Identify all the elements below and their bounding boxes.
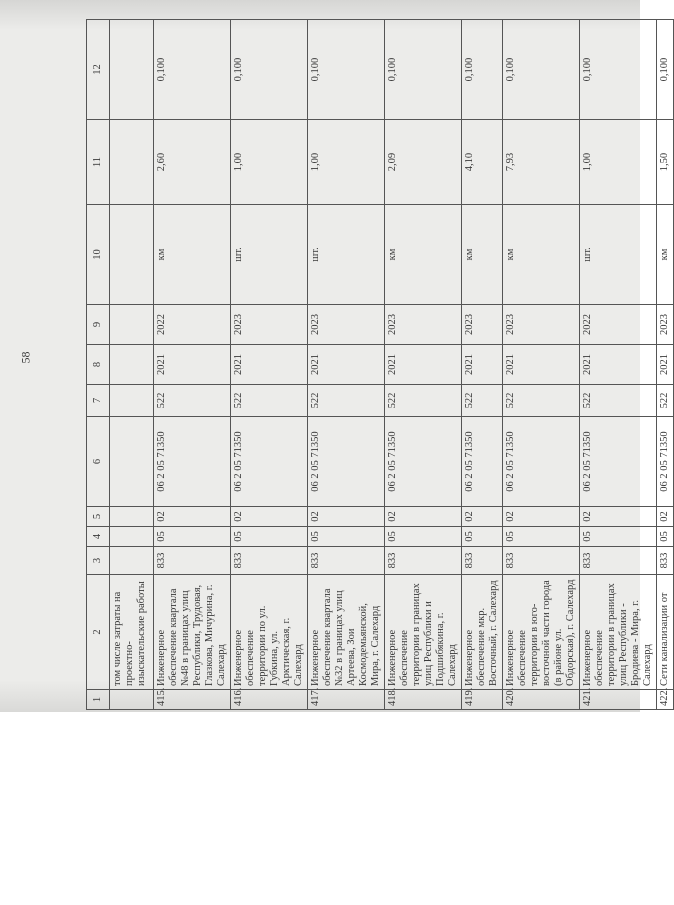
table-row — [231, 20, 308, 710]
cell-num — [110, 690, 154, 710]
cell-c11: 1,00 — [231, 120, 308, 205]
cell-c8: 2021 — [462, 345, 503, 385]
cell-c5: 02 — [503, 507, 580, 527]
cell-c12: 0,100 — [580, 20, 657, 120]
cell-c10: км — [657, 205, 674, 305]
table-row — [110, 20, 154, 710]
header-cell: 1 — [87, 690, 110, 710]
cell-c9: 2023 — [385, 305, 462, 345]
cell-c3: 833 — [462, 547, 503, 575]
header-row — [87, 20, 110, 710]
cell-name: Инженерное обеспечение квартала №48 в границах улиц Республики, Трудовая, Глазкова, Мичурина, г. Салехард — [154, 575, 231, 690]
cell-c10: шт. — [308, 205, 385, 305]
cell-c8: 2021 — [657, 345, 674, 385]
cell-c6: 06 2 05 71350 — [580, 417, 657, 507]
cell-c8: 2021 — [580, 345, 657, 385]
cell-c8: 2021 — [503, 345, 580, 385]
page-number: 58 — [18, 351, 33, 364]
cell-c6: 06 2 05 71350 — [657, 417, 674, 507]
cell-c7: 522 — [657, 385, 674, 417]
cell-c5: 02 — [580, 507, 657, 527]
cell-c12: 0,100 — [231, 20, 308, 120]
cell-c3: 833 — [231, 547, 308, 575]
cell-c3: 833 — [385, 547, 462, 575]
header-cell: 5 — [87, 507, 110, 527]
cell-c10: км — [462, 205, 503, 305]
header-cell: 9 — [87, 305, 110, 345]
cell-name: том числе затраты на проектно-изыскательские работы — [110, 575, 154, 690]
cell-c11: 2,09 — [385, 120, 462, 205]
cell-c9: 2023 — [503, 305, 580, 345]
cell-c8: 2021 — [231, 345, 308, 385]
cell-c6: 06 2 05 71350 — [503, 417, 580, 507]
cell-c12: 0,100 — [503, 20, 580, 120]
cell-c6: 06 2 05 71350 — [231, 417, 308, 507]
cell-name: Инженерное обеспечение территории в юго-восточной части города (в районе ул. Обдорская), г. Салехард — [503, 575, 580, 690]
cell-c12: 0,100 — [385, 20, 462, 120]
cell-c10: шт. — [231, 205, 308, 305]
cell-c5: 02 — [308, 507, 385, 527]
cell-name: Инженерное обеспечение территории в границах улиц Республики и Подшибякина, г. Салехард — [385, 575, 462, 690]
cell-c11: 7,93 — [503, 120, 580, 205]
table-row — [154, 20, 231, 710]
cell-c8: 2021 — [154, 345, 231, 385]
cell-c4: 05 — [657, 527, 674, 547]
cell-c5: 02 — [231, 507, 308, 527]
cell-c3: 833 — [308, 547, 385, 575]
cell-c4: 05 — [462, 527, 503, 547]
cell-c9: 2022 — [580, 305, 657, 345]
header-cell: 11 — [87, 120, 110, 205]
header-cell: 7 — [87, 385, 110, 417]
cell-c7: 522 — [231, 385, 308, 417]
cell-c11: 1,00 — [308, 120, 385, 205]
table-row — [385, 20, 462, 710]
cell-c5: 02 — [385, 507, 462, 527]
cell-c3: 833 — [154, 547, 231, 575]
cell-c11: 1,50 — [657, 120, 674, 205]
cell-c4: 05 — [154, 527, 231, 547]
cell-c9: 2023 — [462, 305, 503, 345]
cell-c3: 833 — [657, 547, 674, 575]
cell-c6: 06 2 05 71350 — [385, 417, 462, 507]
cell-name: Инженерное обеспечение территории по ул. Губкина, ул. Арктическая, г. Салехард — [231, 575, 308, 690]
cell-c11: 1,00 — [580, 120, 657, 205]
header-cell: 10 — [87, 205, 110, 305]
cell-c9: 2023 — [231, 305, 308, 345]
cell-c9: 2023 — [308, 305, 385, 345]
cell-c5: 02 — [154, 507, 231, 527]
cell-c6: 06 2 05 71350 — [462, 417, 503, 507]
cell-c3: 833 — [503, 547, 580, 575]
cell-c12: 0,100 — [154, 20, 231, 120]
table-row — [503, 20, 580, 710]
header-cell: 6 — [87, 417, 110, 507]
header-cell: 8 — [87, 345, 110, 385]
cell-c11: 2,60 — [154, 120, 231, 205]
cell-c8: 2021 — [308, 345, 385, 385]
cell-name: Инженерное обеспечение квартала №32 в границах улиц Артеева, Зои Космодемьянской, Мира, г. Салехард — [308, 575, 385, 690]
table-row — [580, 20, 657, 710]
cell-c12: 0,100 — [308, 20, 385, 120]
cell-num: 419. — [462, 690, 503, 710]
cell-c8: 2021 — [385, 345, 462, 385]
cell-c10: шт. — [580, 205, 657, 305]
cell-c7: 522 — [154, 385, 231, 417]
cell-name: Инженерное обеспечение территории в границах улиц Республики - Бродиева - Мира, г. Салехард — [580, 575, 657, 690]
budget-table — [86, 19, 674, 710]
cell-c7: 522 — [462, 385, 503, 417]
cell-c4: 05 — [385, 527, 462, 547]
cell-num: 422. — [657, 690, 674, 710]
cell-num: 418. — [385, 690, 462, 710]
table-row — [657, 20, 674, 710]
cell-c5: 02 — [657, 507, 674, 527]
cell-c10: км — [503, 205, 580, 305]
cell-c10: км — [154, 205, 231, 305]
header-cell: 3 — [87, 547, 110, 575]
cell-name: Сети канализации от — [657, 575, 674, 690]
cell-c7: 522 — [580, 385, 657, 417]
cell-c5: 02 — [462, 507, 503, 527]
header-cell: 2 — [87, 575, 110, 690]
cell-c7: 522 — [308, 385, 385, 417]
cell-c4: 05 — [580, 527, 657, 547]
cell-c6: 06 2 05 71350 — [154, 417, 231, 507]
cell-c6: 06 2 05 71350 — [308, 417, 385, 507]
cell-num: 416. — [231, 690, 308, 710]
cell-c7: 522 — [503, 385, 580, 417]
table-row — [462, 20, 503, 710]
rotated-table-container — [86, 20, 670, 710]
cell-c11: 4,10 — [462, 120, 503, 205]
cell-num: 420. — [503, 690, 580, 710]
cell-c4: 05 — [231, 527, 308, 547]
cell-num: 421. — [580, 690, 657, 710]
cell-c3: 833 — [580, 547, 657, 575]
cell-c4: 05 — [308, 527, 385, 547]
cell-c12: 0,100 — [657, 20, 674, 120]
cell-name: Инженерное обеспечение мкр. Восточный, г. Салехард — [462, 575, 503, 690]
cell-c9: 2022 — [154, 305, 231, 345]
cell-c10: км — [385, 205, 462, 305]
table-row — [308, 20, 385, 710]
cell-c12: 0,100 — [462, 20, 503, 120]
cell-c4: 05 — [503, 527, 580, 547]
cell-c7: 522 — [385, 385, 462, 417]
cell-num: 415. — [154, 690, 231, 710]
header-cell: 12 — [87, 20, 110, 120]
cell-num: 417. — [308, 690, 385, 710]
header-cell: 4 — [87, 527, 110, 547]
cell-c9: 2023 — [657, 305, 674, 345]
